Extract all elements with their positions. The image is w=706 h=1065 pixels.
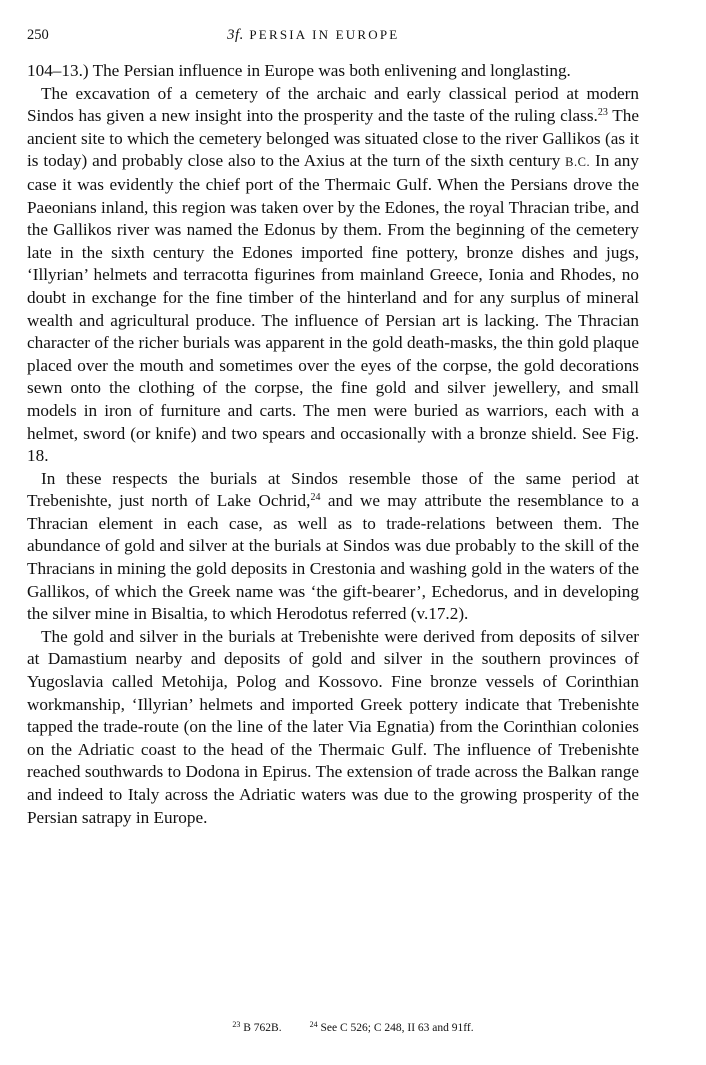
footnote-number: 24: [309, 1020, 318, 1029]
body-text: [27, 60, 639, 829]
paragraph: [27, 83, 639, 468]
running-header: [27, 27, 637, 49]
footnote: [310, 1022, 474, 1034]
text-run: and we may attribute the resemblance to a Thracian element in each case, as well as to trade-relations between them. The abundance of gold and silver at the burials at Sindos was due probably to the skill of the Thracians in mining the gold deposits in Crestonia and washing gold in the waters of the Gallikos, of which the Greek name was ‘the gift-bearer’, Echedorus, and in developing the silver mine in Bisaltia, to which Herodotus referred (v.17.2).: [27, 491, 639, 624]
paragraph: [27, 60, 639, 83]
footnote-text: B 762B.: [240, 1022, 282, 1034]
footnote-text: See C 526; C 248, II 63 and 91ff.: [317, 1022, 474, 1034]
text-run: 104–13.) The Persian influence in Europe was both enlivening and longlasting.: [27, 61, 571, 80]
paragraph: [27, 626, 639, 829]
footnote-ref: 23: [597, 107, 608, 119]
footnote: [232, 1022, 281, 1034]
small-caps-text: B.C.: [565, 155, 591, 170]
text-run: The ancient site to which the cemetery belonged was situated close to the river Gallikos (as it is today) and probably close also to the Axius at the turn of the sixth century: [27, 106, 639, 171]
text-run: In these respects the burials at Sindos resemble those of the same period at Trebenishte, just north of Lake Ochrid,: [27, 468, 639, 511]
footnote-number: 23: [232, 1020, 241, 1029]
running-title-text: PERSIA IN EUROPE: [249, 27, 400, 42]
footnotes: [0, 1022, 706, 1034]
page-number: 250: [27, 27, 49, 43]
text-run: The excavation of a cemetery of the archaic and early classical period at modern Sindos has given a new insight into the prosperity and the taste of the ruling class.: [27, 83, 639, 126]
running-title: [227, 27, 399, 44]
footnote-ref: 24: [310, 492, 321, 504]
text-run: In any case it was evidently the chief port of the Thermaic Gulf. When the Persians drove the Paeonians inland, this region was taken over by the Edones, the royal Thracian tribe, and the Gallikos river was named the Edonus by them. From the beginning of the cemetery late in the sixth century the Edones imported fine pottery, bronze dishes and jugs, ‘Illyrian’ helmets and terracotta figurines from mainland Greece, Ionia and Rhodes, no doubt in exchange for the fine timber of the hinterland and for any surplus of mineral wealth and agricultural produce. The influence of Persian art is lacking. The Thracian character of the richer burials was apparent in the gold death-masks, the thin gold plaque placed over the mouth and sometimes over the eyes of the corpse, the gold decorations sewn onto the clothing of the corpse, the fine gold and silver jewellery, and small models in iron of furniture and carts. The men were buried as warriors, each with a helmet, sword (or knife) and two spears and occasionally with a bronze shield. See Fig. 18.: [27, 151, 639, 466]
chapter-number: 3f.: [227, 27, 244, 43]
paragraph: [27, 468, 639, 626]
text-run: The gold and silver in the burials at Trebenishte were derived from deposits of silver at Damastium nearby and deposits of gold and silver in the southern provinces of Yugoslavia called Metohija, Polog and Kossovo. Fine bronze vessels of Corinthian workmanship, ‘Illyrian’ helmets and imported Greek pottery indicate that Trebenishte tapped the trade-route (on the line of the later Via Egnatia) from the Corinthian colonies on the Adriatic coast to the head of the Thermaic Gulf. The influence of Trebenishte reached southwards to Dodona in Epirus. The extension of trade across the Balkan range and indeed to Italy across the Adriatic waters was due to the growing prosperity of the Persian satrapy in Europe.: [27, 626, 639, 827]
